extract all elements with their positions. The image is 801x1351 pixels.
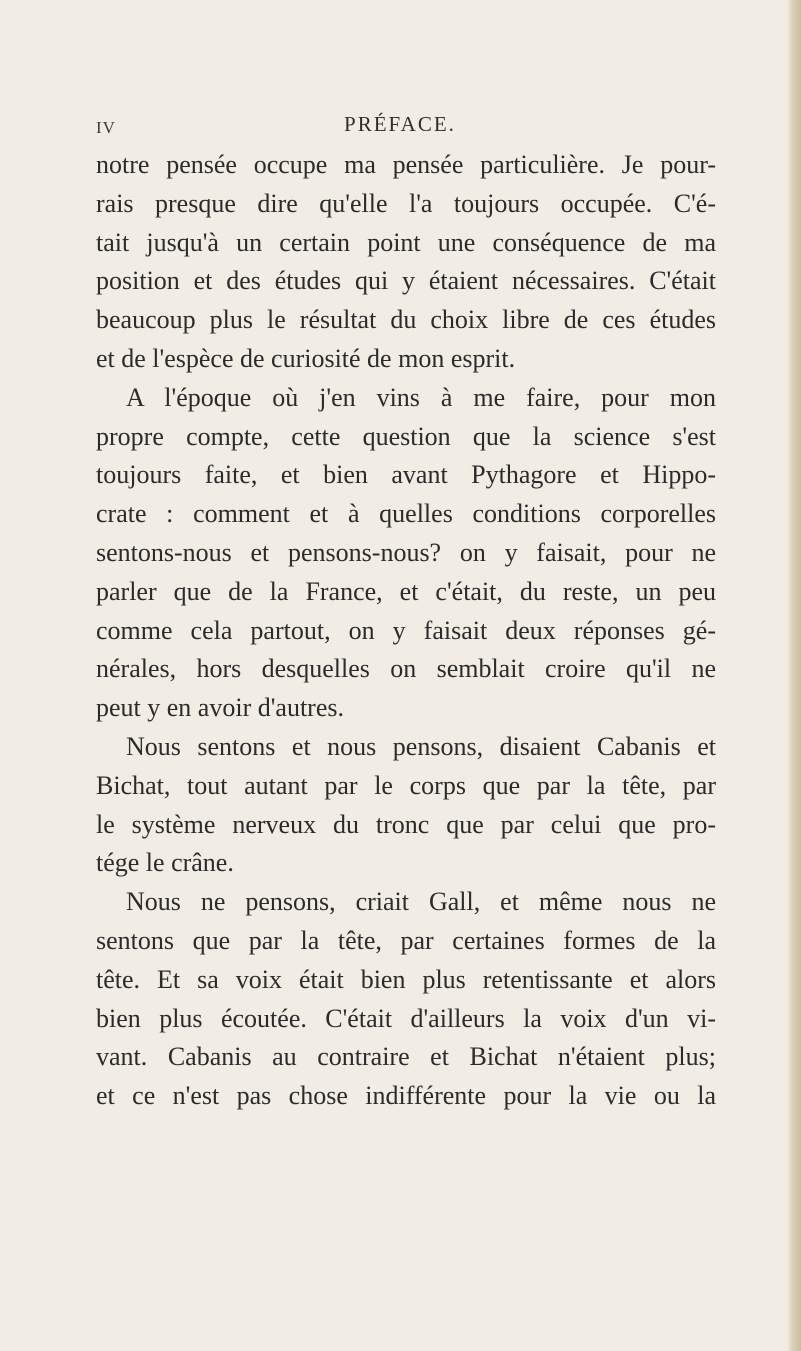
- text-line: tait jusqu'à un certain point une conséquence de ma: [96, 227, 716, 257]
- text-line: parler que de la France, et c'était, du reste, un peu: [96, 576, 716, 606]
- text-line: tége le crâne.: [96, 848, 234, 878]
- text-line: notre pensée occupe ma pensée particulière. Je pour-: [96, 150, 716, 179]
- body-text: [96, 146, 716, 1116]
- running-title: PRÉFACE.: [344, 112, 456, 136]
- text-line: beaucoup plus le résultat du choix libre de ces études: [96, 305, 716, 335]
- text-line: propre compte, cette question que la science s'est: [96, 421, 716, 451]
- text-line: A l'époque où j'en vins à me faire, pour mon: [126, 382, 716, 412]
- text-line: et de l'espèce de curiosité de mon esprit.: [96, 343, 516, 373]
- text-line: bien plus écoutée. C'était d'ailleurs la voix d'un vi-: [96, 1003, 716, 1033]
- text-line: position et des études qui y étaient nécessaires. C'était: [96, 266, 716, 296]
- text-line: le système nerveux du tronc que par celui que pro-: [96, 809, 716, 839]
- text-line: nérales, hors desquelles on semblait croire qu'il ne: [96, 654, 716, 684]
- text-line: comme cela partout, on y faisait deux réponses gé-: [96, 615, 716, 645]
- running-head: [0, 112, 801, 142]
- text-line: rais presque dire qu'elle l'a toujours occupée. C'é-: [96, 188, 716, 218]
- text-line: tête. Et sa voix était bien plus retentissante et alors: [96, 964, 716, 994]
- page-number: IV: [96, 118, 116, 137]
- text-line: sentons que par la tête, par certaines formes de la: [96, 925, 716, 955]
- text-line: sentons-nous et pensons-nous? on y faisait, pour ne: [96, 537, 716, 567]
- text-line: crate : comment et à quelles conditions corporelles: [96, 499, 716, 529]
- page-edge-shadow: [787, 0, 801, 1351]
- text-line: vant. Cabanis au contraire et Bichat n'étaient plus;: [96, 1042, 716, 1072]
- text-line: et ce n'est pas chose indifférente pour la vie ou la: [96, 1081, 716, 1111]
- text-line: toujours faite, et bien avant Pythagore et Hippo-: [96, 460, 716, 490]
- text-line: Nous sentons et nous pensons, disaient Cabanis et: [126, 731, 716, 761]
- text-line: Bichat, tout autant par le corps que par la tête, par: [96, 770, 716, 800]
- text-line: peut y en avoir d'autres.: [96, 693, 344, 723]
- text-line: Nous ne pensons, criait Gall, et même nous ne: [126, 887, 716, 917]
